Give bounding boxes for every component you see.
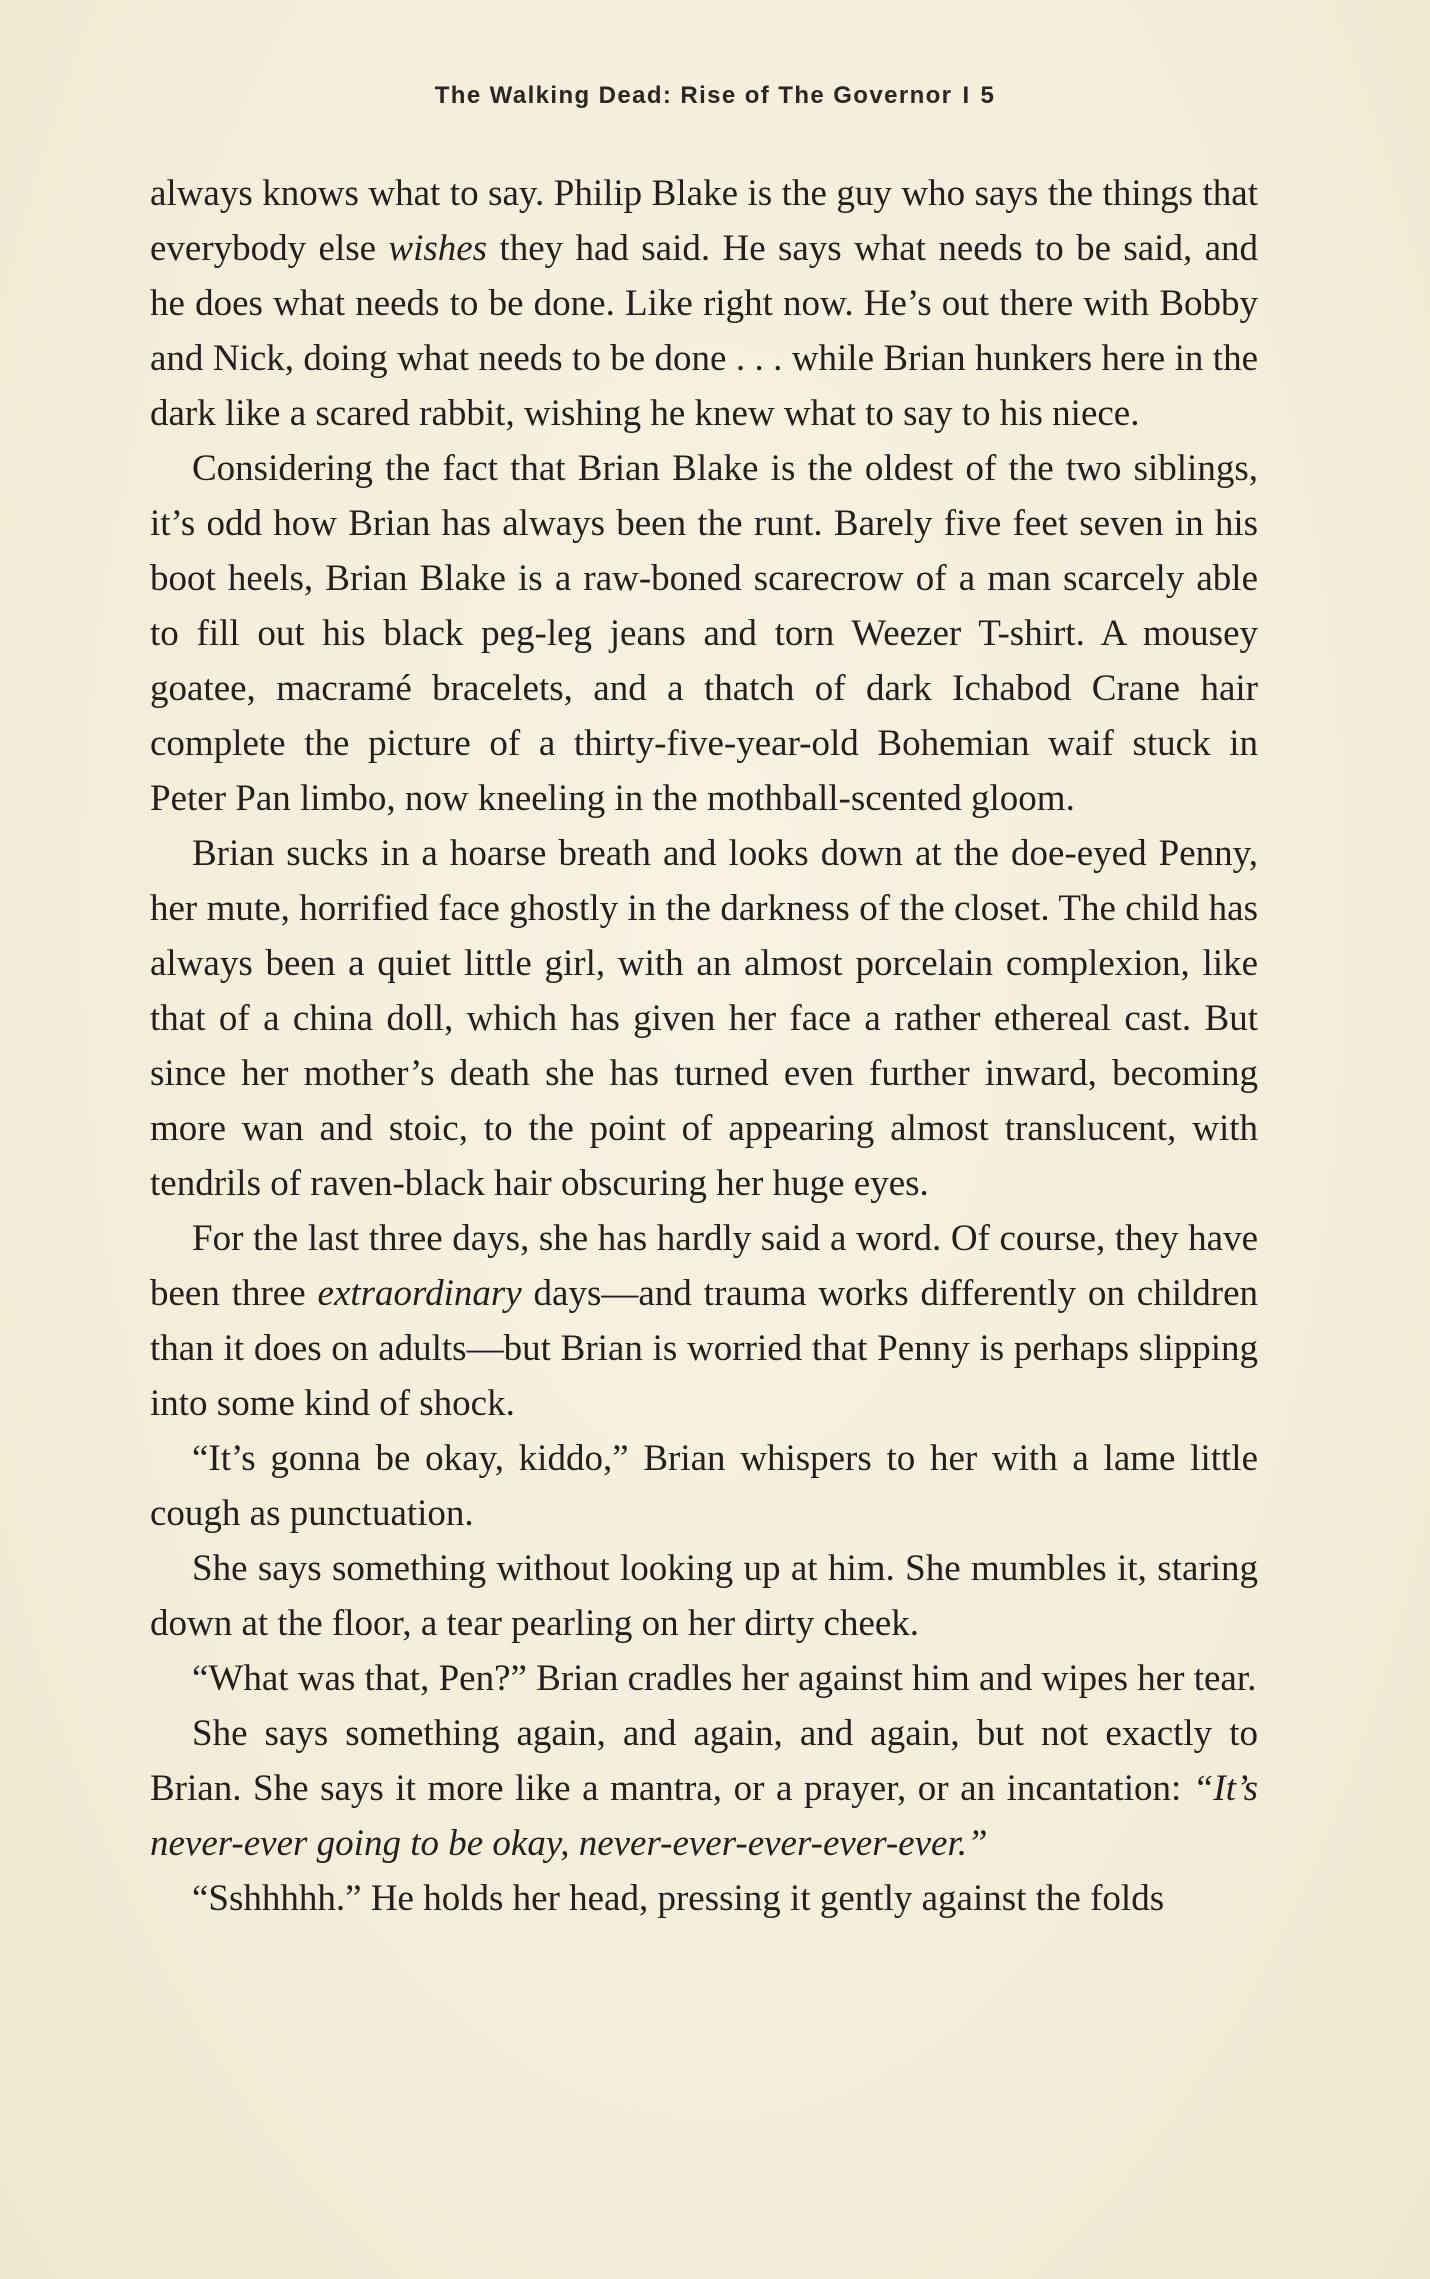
text-run: “What was that, Pen?” Brian cradles her against him and wipes her tear.	[192, 1658, 1257, 1699]
running-head	[0, 82, 1430, 110]
italic-text: extraordinary	[317, 1273, 522, 1314]
italic-text: wishes	[388, 228, 488, 269]
paragraph	[150, 441, 1258, 826]
text-run: For the last three days, she has hardly said a word. Of course, they have been three	[150, 1218, 1258, 1314]
paragraph	[150, 1211, 1258, 1431]
paragraph	[150, 1651, 1258, 1706]
paragraph	[150, 1706, 1258, 1871]
paragraph	[150, 826, 1258, 1211]
paragraph	[150, 1431, 1258, 1541]
header-separator: I	[962, 82, 971, 109]
text-run: Brian sucks in a hoarse breath and looks down at the doe-eyed Penny, her mute, horrified face ghostly in the darkness of the closet. The child has always been a quiet little girl, with an almost porcelain complexion, like that of a china doll, which has given her face a rather ethereal cast. But since her mother’s death she has turned even further inward, becoming more wan and stoic, to the point of appearing almost translucent, with tendrils of raven-black hair obscuring her huge eyes.	[150, 833, 1258, 1204]
text-run: Considering the fact that Brian Blake is the oldest of the two siblings, it’s odd how Brian has always been the runt. Barely five feet seven in his boot heels, Brian Blake is a raw-boned scarecrow of a man scarcely able to fill out his black peg-leg jeans and torn Weezer T-shirt. A mousey goatee, macramé bracelets, and a thatch of dark Ichabod Crane hair complete the picture of a thirty-five-year-old Bohemian waif stuck in Peter Pan limbo, now kneeling in the mothball-scented gloom.	[150, 448, 1258, 819]
text-run: She says something without looking up at him. She mumbles it, staring down at the floor, a tear pearling on her dirty cheek.	[150, 1548, 1258, 1644]
book-title: The Walking Dead: Rise of The Governor	[434, 82, 953, 109]
italic-text: “It’s never-ever going to be okay, never-ever-ever-ever-ever.”	[150, 1768, 1258, 1864]
text-run: She says something again, and again, and again, but not exactly to Brian. She says it more like a mantra, or a prayer, or an incantation:	[150, 1713, 1258, 1809]
paragraph	[150, 1871, 1258, 1926]
paragraph	[150, 1541, 1258, 1651]
text-run: they had said. He says what needs to be said, and he does what needs to be done. Like right now. He’s out there with Bobby and Nick, doing what needs to be done . . . while Brian hunkers here in the dark like a scared rabbit, wishing he knew what to say to his niece.	[150, 228, 1258, 434]
text-run: days—and trauma works differently on children than it does on adults—but Brian is worried that Penny is perhaps slipping into some kind of shock.	[150, 1273, 1258, 1424]
text-run: “It’s gonna be okay, kiddo,” Brian whispers to her with a lame little cough as punctuation.	[150, 1438, 1258, 1534]
body-text	[150, 166, 1258, 1926]
text-run: “Sshhhhh.” He holds her head, pressing it gently against the folds	[192, 1878, 1165, 1919]
paragraph	[150, 166, 1258, 441]
text-run: always knows what to say. Philip Blake is the guy who says the things that everybody else	[150, 173, 1258, 269]
page-number: 5	[980, 82, 996, 109]
